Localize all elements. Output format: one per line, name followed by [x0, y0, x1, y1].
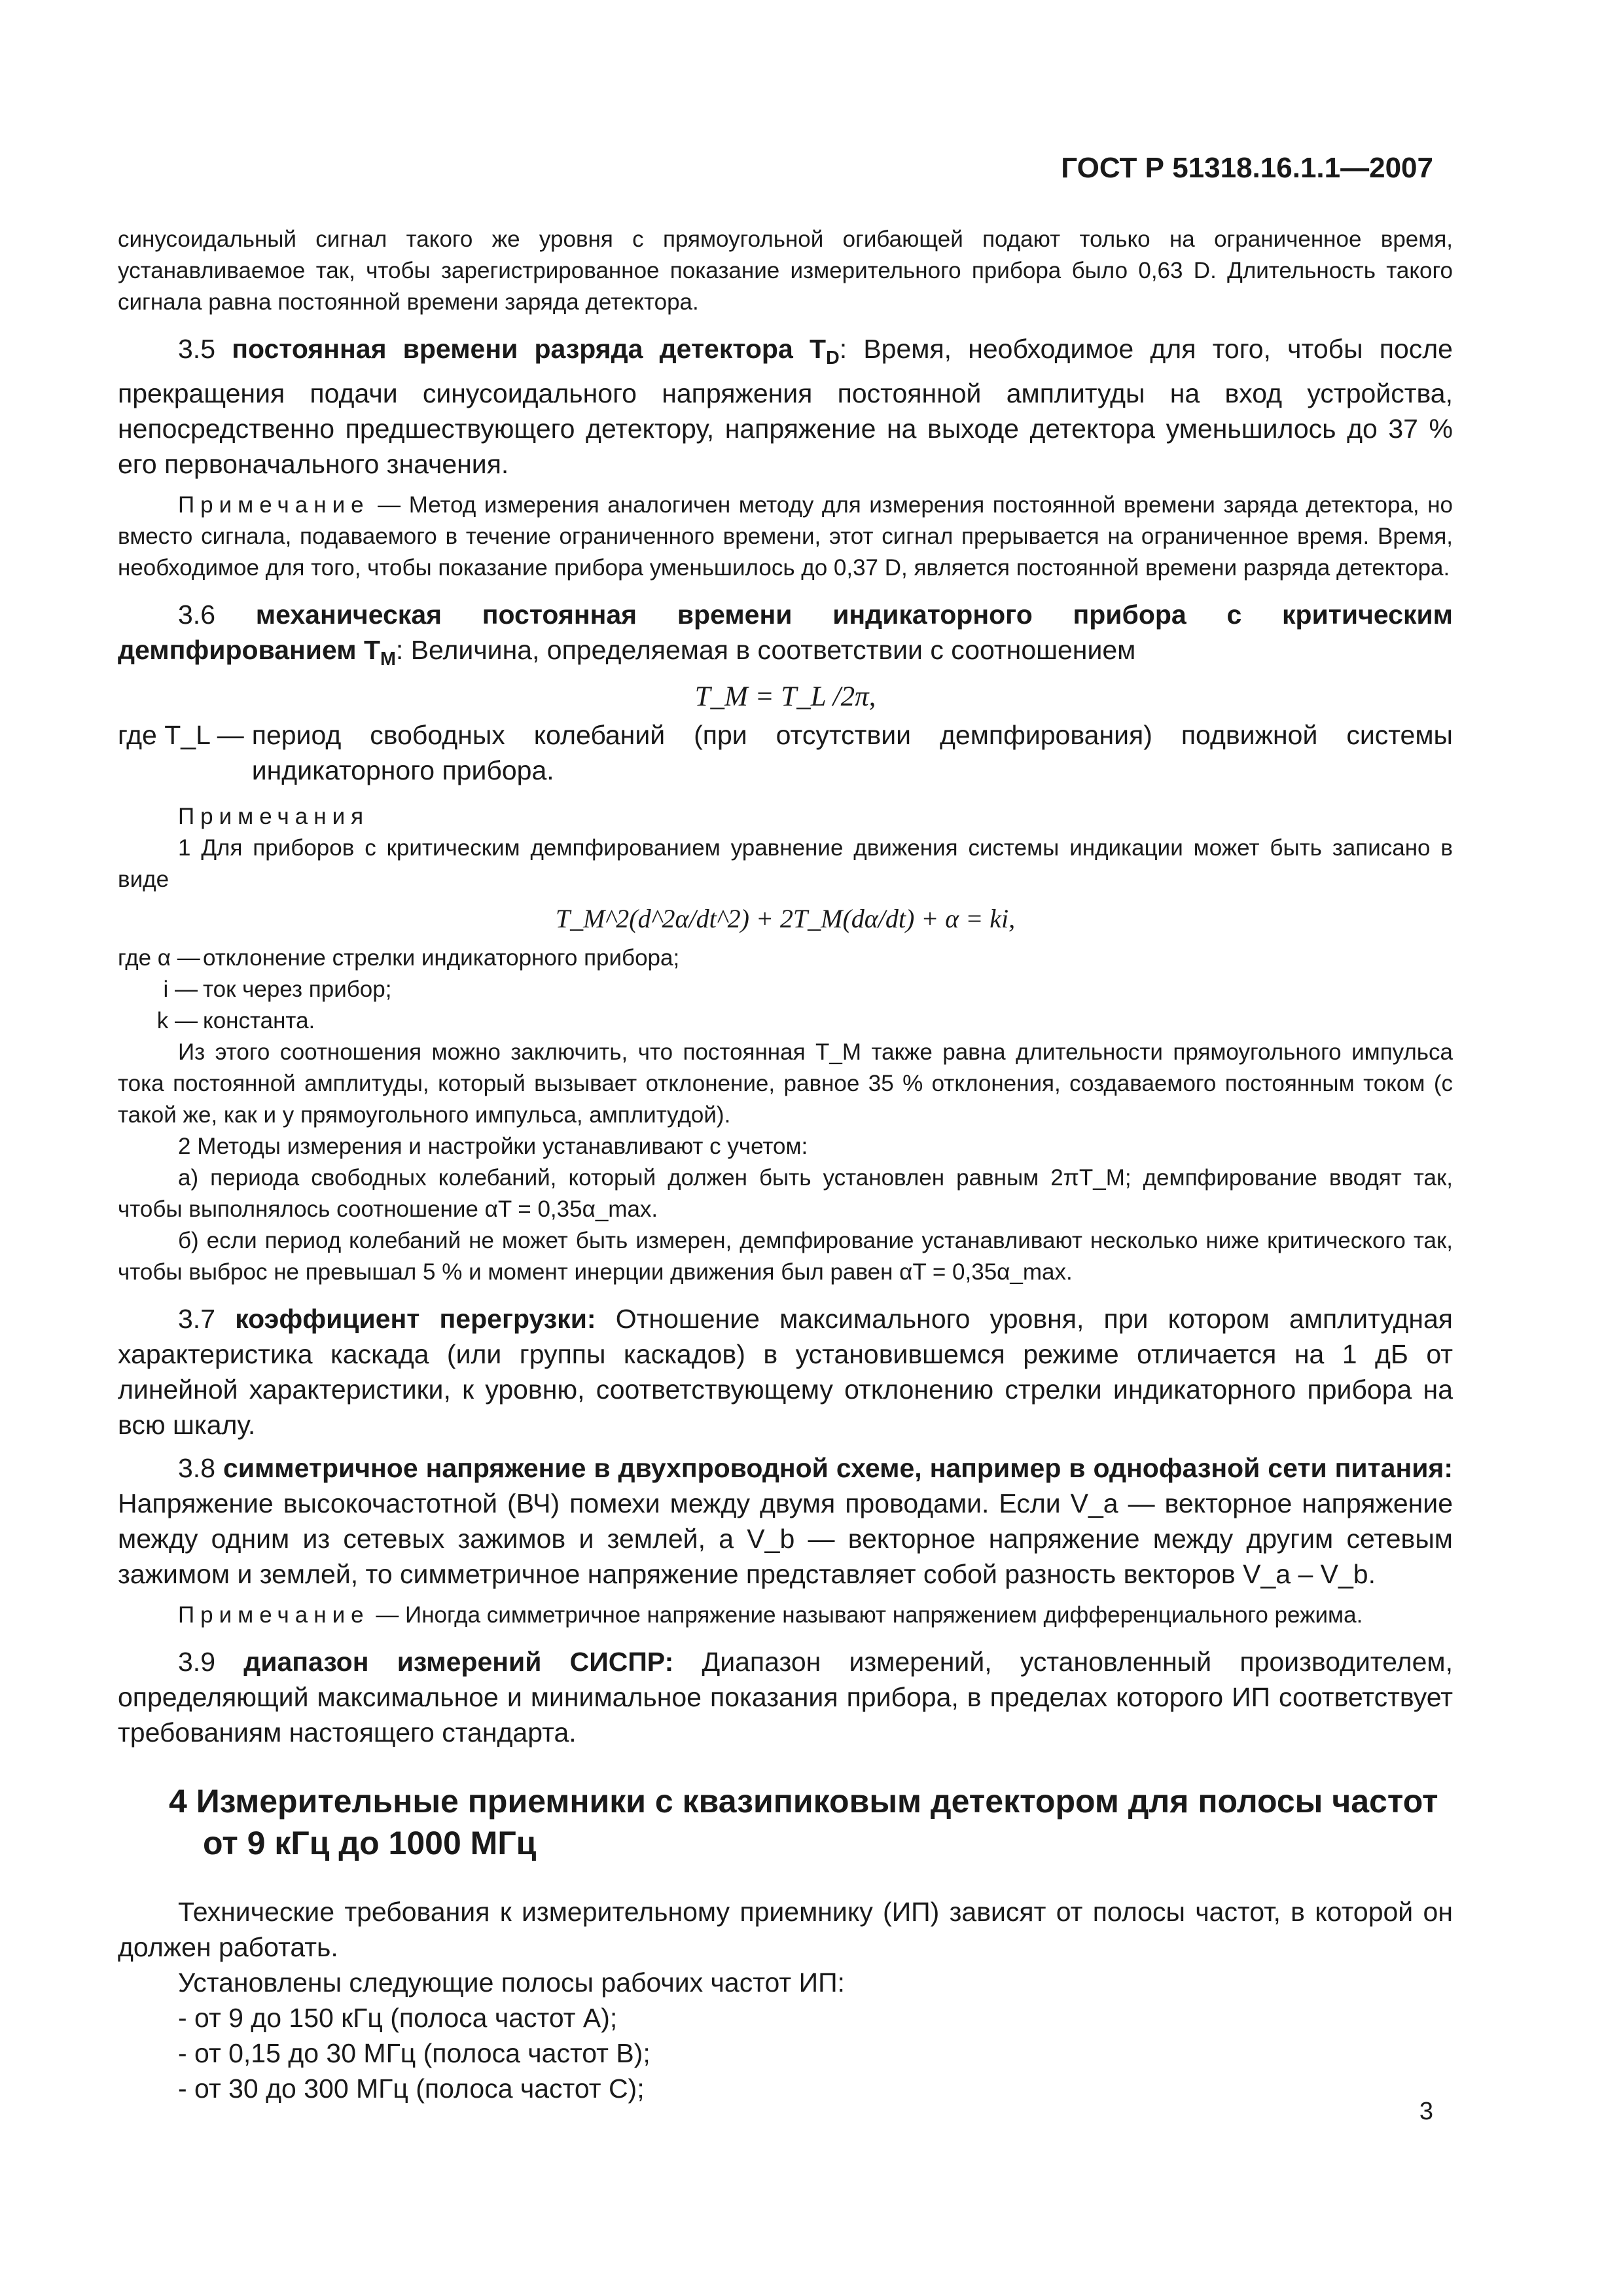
note-3-5-label: Примечание [178, 492, 370, 518]
section-3-9-term: диапазон измерений СИСПР: [243, 1647, 674, 1677]
where-tl-label: где T_L — [118, 720, 244, 751]
section-3-9-number: 3.9 [178, 1647, 215, 1677]
note-3-6-1: 1 Для приборов с критическим демпфированием уравнение движения системы индикации может быть записано в виде [118, 835, 1453, 893]
section-3-9-text: Диапазон измерений, установленный производителем, определяющий максимальное и минимальное показания прибора, в пределах которого ИП соответствует требованиям настоящего стандарта. [118, 1647, 1453, 1748]
page-number: 3 [1419, 2098, 1433, 2125]
band-list-item: - от 30 до 300 МГц (полоса частот C); [178, 2073, 645, 2104]
note-3-5 [118, 490, 1453, 584]
intro-paragraph: синусоидальный сигнал такого же уровня с прямоугольной огибающей подают только на ограниченное время, устанавливаемое так, чтобы зарегистрированное показание измерительного прибора было 0,63 D. Длительность такого сигнала равна постоянной времени заряда детектора. [118, 226, 1453, 315]
section-3-6-text: : Величина, определяемая в соответствии с соотношением [395, 635, 1136, 666]
note-3-8 [118, 1600, 1453, 1631]
legend-i [118, 974, 1453, 1005]
note-3-6-2a: а) периода свободных колебаний, который должен быть установлен равным 2πT_M; демпфирование вводят так, чтобы выполнялось соотношение αT = 0,35α_max. [118, 1165, 1453, 1223]
note-3-6-2: 2 Методы измерения и настройки устанавливают с учетом: [178, 1134, 808, 1160]
section-3-7-term: коэффициент перегрузки: [235, 1304, 596, 1335]
section-3-7-number: 3.7 [178, 1304, 215, 1335]
where-tl [118, 717, 1453, 788]
section-3-8-text: Напряжение высокочастотной (ВЧ) помехи между двумя проводами. Если V_a — векторное напряжение между одним из сетевых зажимов и землей, а V_b — векторное напряжение между другим сетевым зажимом и землей, то симметричное напряжение представляет собой разность векторов V_a – V_b. [118, 1488, 1453, 1590]
formula-tm: T_M = T_L /2π, [694, 681, 876, 713]
section-3-5 [118, 331, 1453, 482]
section-3-8-number: 3.8 [178, 1453, 215, 1484]
note-3-8-label: Примечание [178, 1602, 370, 1628]
section-3-7-text: Отношение максимального уровня, при котором амплитудная характеристика каскада (или группы каскадов) в установившемся режиме отличается на 1 дБ от линейной характеристики, к уровню, соответствующему отклонению стрелки индикаторного прибора на всю шкалу. [118, 1304, 1453, 1441]
section-3-5-term: постоянная времени разряда детектора $T_D$ [232, 334, 840, 369]
notes-3-6-label: Примечания [178, 804, 370, 830]
section-3-5-number: 3.5 [178, 334, 215, 364]
section-3-6-number: 3.6 [178, 600, 215, 630]
page-content [118, 224, 1453, 2106]
note-3-5-text: — Метод измерения аналогичен методу для измерения постоянной времени заряда детектора, но вместо сигнала, подаваемого в течение ограниченного времени, этот сигнал прерывается на ограниченное время. Время, необходимое для того, чтобы показание прибора уменьшилось до 0,37 D, является постоянной времени разряда детектора. [118, 492, 1453, 581]
legend-alpha [118, 942, 1453, 974]
legend-i-symbol: i — [163, 977, 198, 1003]
where-tl-text: период свободных колебаний (при отсутствии демпфирования) подвижной системы индикаторного прибора. [251, 720, 1453, 786]
formula-motion: T_M^2(d^2α/dt^2) + 2T_M(dα/dt) + α = ki, [555, 904, 1016, 934]
legend-alpha-symbol: где α — [118, 945, 200, 971]
note-3-6-1-continued: Из этого соотношения можно заключить, что постоянная T_M также равна длительности прямоугольного импульса тока постоянной амплитуды, который вызывает отклонение, равное 35 % отклонения, создаваемого постоянным током (с такой же, как и у прямоугольного импульса, амплитудой). [118, 1039, 1453, 1128]
legend-alpha-text: отклонение стрелки индикаторного прибора; [203, 945, 680, 971]
section-3-6-term: механическая постоянная времени индикаторного прибора с критическим демпфированием $T_M$ [118, 600, 1453, 670]
section-3-6 [118, 597, 1453, 677]
section-4-heading: 4 Измерительные приемники с квазипиковым детектором для полосы частот от 9 кГц до 1000 МГц [169, 1783, 1438, 1862]
section-3-8 [118, 1450, 1453, 1592]
section-4-paragraph-2: Установлены следующие полосы рабочих частот ИП: [178, 1967, 845, 1998]
section-4-paragraph-1: Технические требования к измерительному приемнику (ИП) зависят от полосы частот, в которой он должен работать. [118, 1897, 1453, 1963]
section-3-7 [118, 1301, 1453, 1443]
legend-k-text: константа. [203, 1008, 315, 1034]
band-list-item: - от 9 до 150 кГц (полоса частот A); [178, 2003, 618, 2034]
note-3-8-text: — Иногда симметричное напряжение называют напряжением дифференциального режима. [369, 1602, 1363, 1628]
band-list-item: - от 0,15 до 30 МГц (полоса частот B); [178, 2038, 651, 2069]
legend-i-text: ток через прибор; [203, 977, 392, 1003]
legend-k [118, 1005, 1453, 1037]
section-3-5-text: : Время, необходимое для того, чтобы после прекращения подачи синусоидального напряжения постоянной амплитуды на вход устройства, непосредственно предшествующего детектору, напряжение на выходе детектора уменьшилось до 37 % его первоначального значения. [118, 334, 1453, 480]
section-3-8-term: симметричное напряжение в двухпроводной схеме, например в однофазной сети питания: [223, 1453, 1453, 1484]
legend-k-symbol: k — [156, 1008, 198, 1034]
page-header: ГОСТ Р 51318.16.1.1—2007 [1061, 152, 1433, 184]
section-3-9 [118, 1644, 1453, 1750]
note-3-6-2b: б) если период колебаний не может быть измерен, демпфирование устанавливают несколько ниже критического так, чтобы выброс не превышал 5 % и момент инерции движения был равен αT = 0,35α_max. [118, 1228, 1453, 1285]
